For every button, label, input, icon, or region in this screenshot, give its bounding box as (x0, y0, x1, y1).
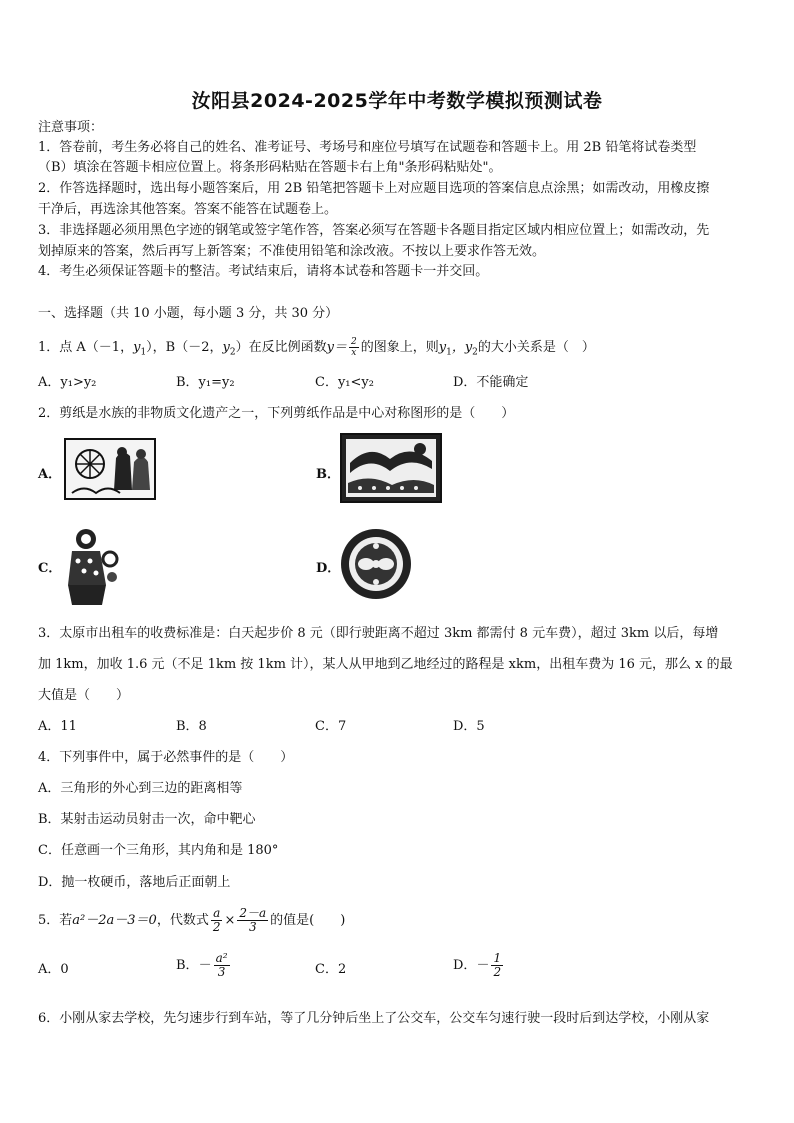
question-2-stem: 2．剪纸是水族的非物质文化遗产之一，下列剪纸作品是中心对称图形的是（ ） (38, 406, 515, 421)
notice-line: 4．考生必须保证答题卡的整洁。考试结束后，请将本试卷和答题卡一并交回。 (38, 264, 489, 279)
option-c-label: C． (38, 561, 62, 576)
section-heading: 一、选择题（共 10 小题，每小题 3 分，共 30 分） (38, 306, 339, 321)
papercut-c-image (62, 525, 122, 607)
option-b-label: B． (316, 467, 340, 482)
option-c: C．2 (315, 962, 347, 977)
option-d: D．5 (453, 719, 485, 734)
option-b: B．y₁=y₂ (176, 375, 235, 390)
page-title: 汝阳县2024-2025学年中考数学模拟预测试卷 (191, 90, 603, 112)
option-d: D．抛一枚硬币，落地后正面朝上 (38, 875, 231, 890)
notice-line: 3．非选择题必须用黑色字迹的钢笔或签字笔作答，答案必须写在答题卡各题目指定区域内相应位置上；如需改动，先 (38, 223, 710, 238)
option-a: A．11 (38, 719, 77, 734)
question-6-stem: 6．小刚从家去学校，先匀速步行到车站，等了几分钟后坐上了公交车，公交车匀速行驶一段时后到达学校，小刚从家 (38, 1011, 710, 1026)
option-b: B．8 (176, 719, 207, 734)
option-a-label: A． (38, 467, 62, 482)
notice-line: 干净后，再选涂其他答案。答案不能答在试题卷上。 (38, 202, 338, 217)
notice-heading: 注意事项： (38, 120, 104, 135)
option-d: D．不能确定 (453, 375, 529, 390)
papercut-d-image (340, 524, 412, 604)
option-c: C．y₁<y₂ (315, 375, 374, 390)
question-3-line: 3．太原市出租车的收费标准是：白天起步价 8 元（即行驶距离不超过 3km 都需付 8 元车费），超过 3km 以后，每增 (38, 626, 719, 641)
option-c: C．任意画一个三角形，其内角和是 180° (38, 843, 279, 858)
option-c: C．7 (315, 719, 347, 734)
question-4-stem: 4．下列事件中，属于必然事件的是（ ） (38, 750, 294, 765)
notice-line: 2．作答选择题时，选出每小题答案后，用 2B 铅笔把答题卡上对应题目选项的答案信息点涂黑；如需改动，用橡皮擦 (38, 181, 710, 196)
option-a: A．三角形的外心到三边的距离相等 (38, 781, 243, 796)
option-b: B．－ $\frac{\text{a²}}{3}$ (176, 951, 228, 979)
option-a: A．y₁>y₂ (38, 375, 97, 390)
papercut-b-image (340, 433, 442, 503)
notice-line: 1．答卷前，考生务必将自己的姓名、准考证号、考场号和座位号填写在试题卷和答题卡上。用 2B 铅笔将试卷类型 (38, 140, 697, 155)
question-5-stem: 5．若a²－2a－3＝0，代数式 $\frac{a}{2}$ × $\frac{2-a}{3}$ 的值是( ) (38, 906, 346, 934)
notice-line: 划掉原来的答案，然后再写上新答案；不准使用铅笔和涂改液。不按以上要求作答无效。 (38, 244, 546, 259)
option-d-label: D． (316, 561, 341, 576)
option-b: B．某射击运动员射击一次，命中靶心 (38, 812, 256, 827)
option-d: D．－ $\frac{1}{2}$ (453, 951, 502, 979)
notice-line: （B）填涂在答题卡相应位置上。将条形码粘贴在答题卡右上角"条形码粘贴处"。 (38, 160, 502, 175)
papercut-a-image (64, 438, 156, 500)
question-3-line: 加 1km，加收 1.6 元（不足 1km 按 1km 计），某人从甲地到乙地经过的路程是 xkm，出租车费为 16 元，那么 x 的最 (38, 657, 733, 672)
question-1-stem: 1．点 A（－1，$y_1$），B（－2，$y_2$）在反比例函数y＝ $\frac{2}{x}$ 的图象上，则$y_1$，$y_2$的大小关系是（ ） (38, 337, 595, 358)
option-a: A．0 (38, 962, 69, 977)
question-3-line: 大值是（ ） (38, 688, 130, 703)
